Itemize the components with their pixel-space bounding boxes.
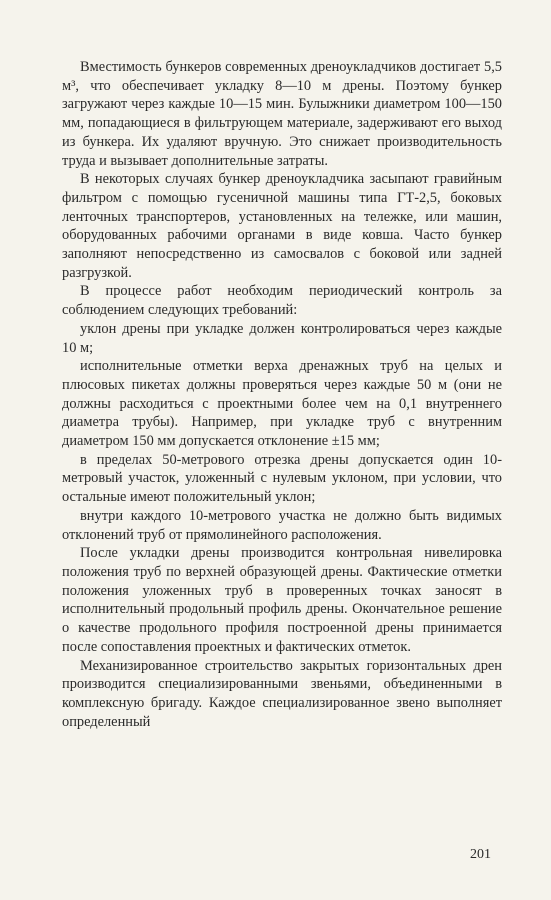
paragraph: В процессе работ необходим периодический контроль за соблюдением следующих требований: <box>62 283 502 319</box>
list-item: исполнительные отметки верха дренажных труб на целых и плюсовых пикетах должны проверяться через каждые 50 м (они не должны расходиться с проектными более чем на 0,1 внутреннего диаметра трубы). Например, при укладке труб с внутренним диаметром 150 мм допускается отклонение ±15 мм; <box>62 358 502 450</box>
list-item: в пределах 50-метрового отрезка дрены допускается один 10-метровый участок, уложенный с нулевым уклоном, при условии, что остальные имеют положительный уклон; <box>62 451 502 506</box>
paragraph: В некоторых случаях бункер дреноукладчика засыпают гравийным фильтром с помощью гусеничной машины типа ГТ-2,5, боковых ленточных транспортеров, установленных на тележке, или машин, оборудованных рабочими органами в виде ковша. Часто бункер заполняют непосредственно из самосвалов с боковой или задней разгрузкой. <box>62 171 502 281</box>
paragraph: Механизированное строительство закрытых горизонтальных дрен производится специализированными звеньями, объединенными в комплексную бригаду. Каждое специализированное звено выполняет определенный <box>62 657 502 730</box>
paragraph: Вместимость бункеров современных дреноукладчиков достигает 5,5 м³, что обеспечивает укладку 8—10 м дрены. Поэтому бункер загружают через каждые 10—15 мин. Булыжники диаметром 100—150 мм, попадающиеся в фильтрующем материале, задерживают его выход из бункера. Их удаляют вручную. Это снижает производительность труда и вызывает дополнительные затраты. <box>62 59 502 169</box>
paragraph: После укладки дрены производится контрольная нивелировка положения труб по верхней образующей дрены. Фактические отметки положения уложенных труб в проверенных точках заносят в исполнительный продольный профиль дрены. Окончательное решение о качестве продольного профиля построенной дрены принимается после сопоставления проектных и фактических отметок. <box>62 545 502 655</box>
list-item: уклон дрены при укладке должен контролироваться через каждые 10 м; <box>62 320 502 356</box>
page-number: 201 <box>470 847 491 862</box>
list-item: внутри каждого 10-метрового участка не должно быть видимых отклонений труб от прямолинейного расположения. <box>62 507 502 543</box>
body-text <box>62 58 502 731</box>
